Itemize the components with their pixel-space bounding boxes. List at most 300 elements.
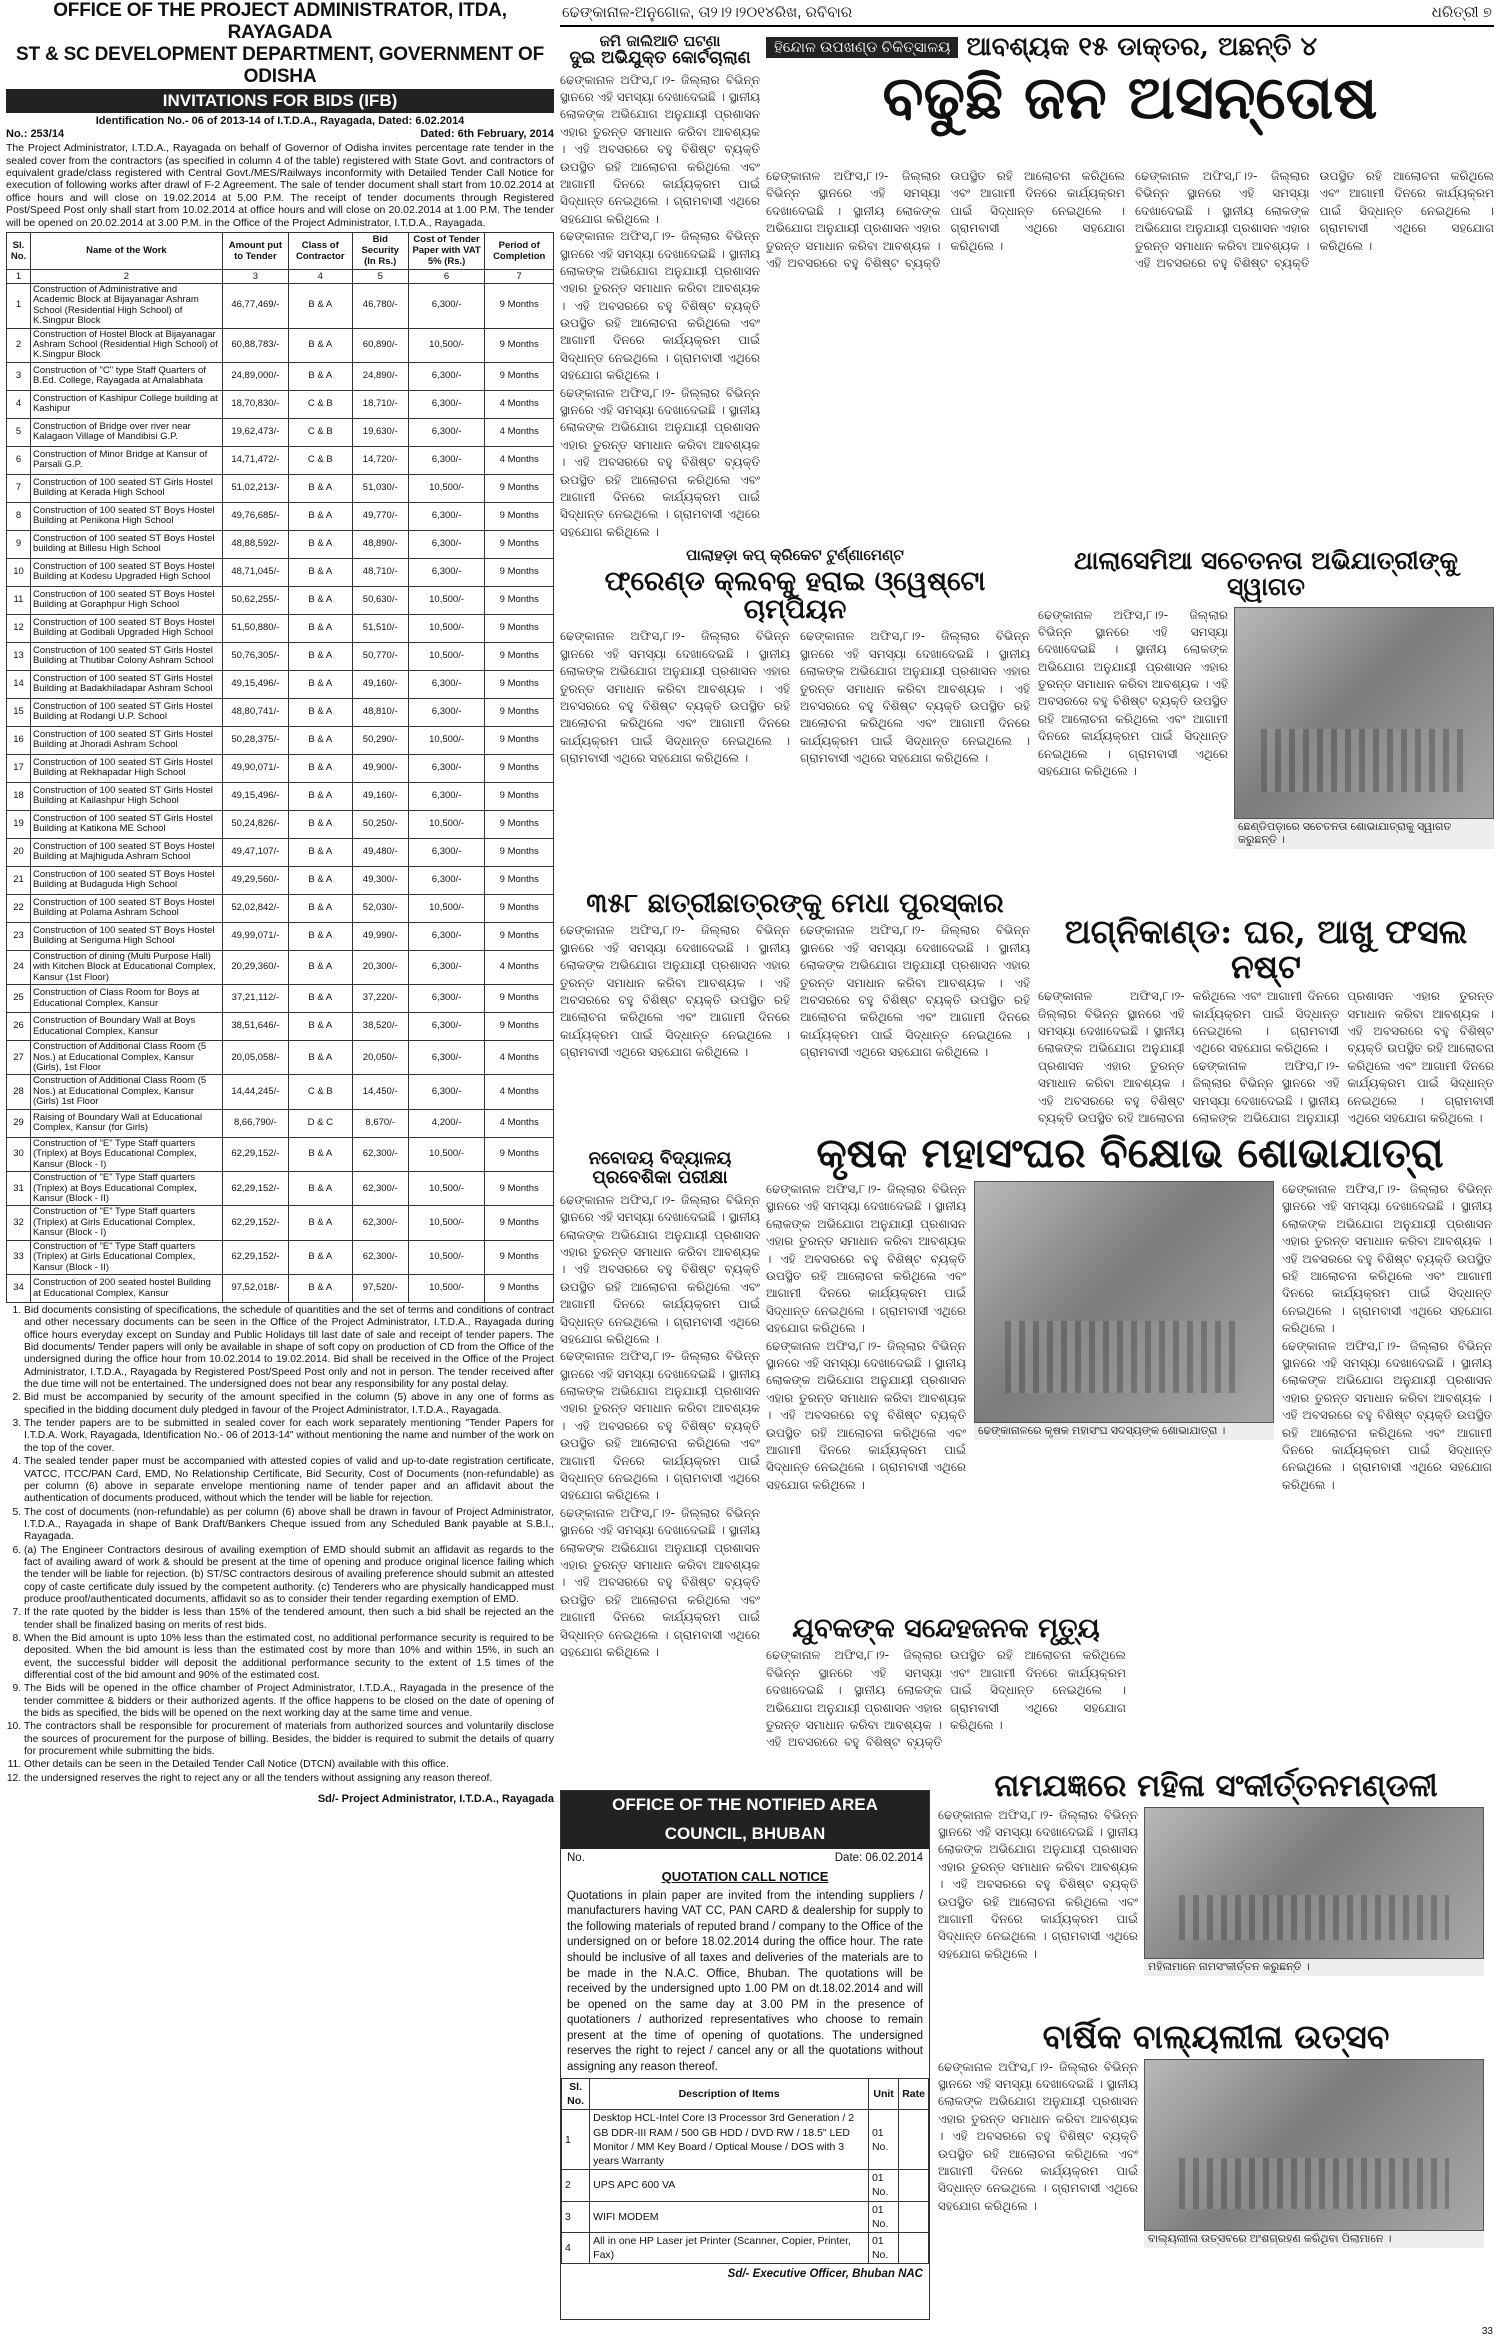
table-cell: 62,29,152/-	[222, 1240, 288, 1274]
table-cell: 9 Months	[485, 1172, 554, 1206]
kirtan-head: ନାମଯଜ୍ଞରେ ମହିଳା ସଂକୀର୍ତ୍ତନମଣ୍ଡଳୀ	[994, 1768, 1438, 1804]
table-cell: 6,300/-	[408, 362, 485, 390]
note-item: 10. The contractors shall be responsible for procurement of materials from authorized sources and voluntarily disclose the sources of procurement for the purpose of billing. Besides, the bidder is required to submit the details of quarry for procurement while submitting the bids.	[24, 1721, 554, 1758]
table-cell: 25	[7, 985, 31, 1013]
story-body-cont2: ଢେଙ୍କାନାଳ ଅଫିସ,୮।୨- ଜିଲ୍ଲାର ବିଭିନ୍ନ ସ୍ଥାନରେ ଏହି ସମସ୍ୟା ଦେଖାଦେଇଛି । ସ୍ଥାନୀୟ ଲୋକଙ୍କ ଅଭିଯୋଗ ଅନୁଯାୟୀ ପ୍ରଶାସନ ଏହାର ତୁରନ୍ତ ସମାଧାନ କରିବା ଆବଶ୍ୟକ । ଏହି ଅବସରରେ ବହୁ ବିଶିଷ୍ଟ ବ୍ୟକ୍ତି ଉପସ୍ଥିତ ରହି ଆଲୋଚନା କରିଥିଲେ ଏବଂ ଆଗାମୀ ଦିନରେ କାର୍ଯ୍ୟକ୍ରମ ପାଇଁ ସିଦ୍ଧାନ୍ତ ନେଇଥିଲେ । ଗ୍ରାମବାସୀ ଏଥିରେ ସହଯୋଗ କରିଥିଲେ ।	[560, 385, 760, 539]
table-cell: B & A	[288, 362, 352, 390]
column-number-cell: 5	[352, 269, 408, 283]
story-head: ଦୁଇ ଅଭିଯୁକ୍ତ କୋର୍ଟଚାଲାଣ	[569, 47, 751, 68]
table-row	[7, 614, 554, 642]
table-cell: 49,300/-	[352, 866, 408, 894]
table-cell: B & A	[288, 922, 352, 950]
table-cell: 62,300/-	[352, 1240, 408, 1274]
story-head-small: ଜମି ଜାଲିଆତି ଘଟଣା	[599, 32, 721, 50]
table-row	[7, 1137, 554, 1171]
table-cell: Construction of "E" Type Staff quarters (Triplex) at Girls Educational Complex, Kansur (Block - II)	[30, 1240, 222, 1274]
table-cell: 9 Months	[485, 894, 554, 922]
table-cell: Construction of 100 seated ST Boys Hostel Building at Godibali Upgraded High School	[30, 614, 222, 642]
table-cell: 6,300/-	[408, 866, 485, 894]
youth-head: ଯୁବକଙ୍କ ସନ୍ଦେହଜନକ ମୃତ୍ୟୁ	[792, 1613, 1100, 1644]
table-cell: 6,300/-	[408, 530, 485, 558]
nac-quotation-notice	[560, 1790, 930, 2320]
table-cell: 6,300/-	[408, 502, 485, 530]
note-item: 6. (a) The Engineer Contractors desirous of availing exemption of EMD should submit an affidavit as regards to the fact of availing award of work & should be present at the time of opening and produce original licence failing which the tender will be liable for rejection. (b) ST/SC contractors desirous of availing preference should submit an attested copy of caste certificate duly issued by the competent authority. (c) Tenderers who are physically handicapped must produce proof/authenticated documents, affidavit so as to consider their tender regarding exemption of EMD.	[24, 1545, 554, 1607]
table-cell: 18,70,830/-	[222, 390, 288, 418]
nac-header-cell: Rate	[899, 2079, 929, 2110]
note-item: 5. The cost of documents (non-refundable) as per column (6) above shall be drawn in favour of Project Administrator, I.T.D.A., Rayagada in shape of Bank Draft/Bankers Cheque issued from any Scheduled Bank payable at S.B.I., Rayagada.	[24, 1507, 554, 1544]
table-cell: 62,300/-	[352, 1172, 408, 1206]
table-cell: 18	[7, 782, 31, 810]
table-cell: 9 Months	[485, 985, 554, 1013]
table-cell: 23	[7, 922, 31, 950]
table-header-cell: Amount put to Tender	[222, 232, 288, 269]
table-row	[7, 1109, 554, 1137]
table-header-cell: Name of the Work	[30, 232, 222, 269]
table-cell: 6,300/-	[408, 985, 485, 1013]
navodaya-head-2: ପ୍ରବେଶିକା ପରୀକ୍ଷା	[592, 1166, 728, 1188]
notes-list	[6, 1305, 554, 1785]
header-dateline: ଢେଙ୍କାନାଳ-ଅନୁଗୋଳ, ତା୨।୨।୨୦୧୪ରିଖ, ରବିବାର	[562, 4, 853, 21]
table-row	[7, 328, 554, 362]
story-body-cont: ଢେଙ୍କାନାଳ ଅଫିସ,୮।୨- ଜିଲ୍ଲାର ବିଭିନ୍ନ ସ୍ଥାନରେ ଏହି ସମସ୍ୟା ଦେଖାଦେଇଛି । ସ୍ଥାନୀୟ ଲୋକଙ୍କ ଅଭିଯୋଗ ଅନୁଯାୟୀ ପ୍ରଶାସନ ଏହାର ତୁରନ୍ତ ସମାଧାନ କରିବା ଆବଶ୍ୟକ । ଏହି ଅବସରରେ ବହୁ ବିଶିଷ୍ଟ ବ୍ୟକ୍ତି ଉପସ୍ଥିତ ରହି ଆଲୋଚନା କରିଥିଲେ ଏବଂ ଆଗାମୀ ଦିନରେ କାର୍ଯ୍ୟକ୍ରମ ପାଇଁ ସିଦ୍ଧାନ୍ତ ନେଇଥିଲେ । ଗ୍ରାମବାସୀ ଏଥିରେ ସହଯୋଗ କରିଥିଲେ ।	[560, 229, 760, 383]
table-cell: Construction of Kashipur College building at Kashipur	[30, 390, 222, 418]
thal-photo-wrap	[1234, 607, 1494, 849]
table-cell: 12	[7, 614, 31, 642]
table-cell: 10,500/-	[408, 586, 485, 614]
table-cell: 22	[7, 894, 31, 922]
table-row	[7, 1041, 554, 1075]
table-cell: 49,160/-	[352, 782, 408, 810]
table-row	[7, 838, 554, 866]
column-number-cell: 3	[222, 269, 288, 283]
table-cell: B & A	[288, 283, 352, 328]
table-cell: 6,300/-	[408, 558, 485, 586]
nac-item-cell: 01 No.	[868, 2170, 898, 2201]
table-cell: 10,500/-	[408, 328, 485, 362]
table-header-cell: Bid Security (In Rs.)	[352, 232, 408, 269]
table-cell: 4 Months	[485, 1075, 554, 1109]
table-cell: B & A	[288, 726, 352, 754]
table-cell: 49,15,496/-	[222, 670, 288, 698]
table-cell: 9 Months	[485, 866, 554, 894]
table-row	[7, 1075, 554, 1109]
cricket-body: ଢେଙ୍କାନାଳ ଅଫିସ,୮।୨- ଜିଲ୍ଲାର ବିଭିନ୍ନ ସ୍ଥାନରେ ଏହି ସମସ୍ୟା ଦେଖାଦେଇଛି । ସ୍ଥାନୀୟ ଲୋକଙ୍କ ଅଭିଯୋଗ ଅନୁଯାୟୀ ପ୍ରଶାସନ ଏହାର ତୁରନ୍ତ ସମାଧାନ କରିବା ଆବଶ୍ୟକ । ଏହି ଅବସରରେ ବହୁ ବିଶିଷ୍ଟ ବ୍ୟକ୍ତି ଉପସ୍ଥିତ ରହି ଆଲୋଚନା କରିଥିଲେ ଏବଂ ଆଗାମୀ ଦିନରେ କାର୍ଯ୍ୟକ୍ରମ ପାଇଁ ସିଦ୍ଧାନ୍ତ ନେଇଥିଲେ । ଗ୍ରାମବାସୀ ଏଥିରେ ସହଯୋଗ କରିଥିଲେ ।	[560, 629, 790, 766]
story-kirtan	[938, 1770, 1494, 2000]
table-cell: 8,66,790/-	[222, 1109, 288, 1137]
table-cell: 9 Months	[485, 1275, 554, 1303]
baal-photo	[1144, 2059, 1484, 2231]
nac-item-cell: All in one HP Laser jet Printer (Scanner, Copier, Printer, Fax)	[590, 2232, 869, 2263]
nac-header-cell: Unit	[868, 2079, 898, 2110]
tag-box: ହିନ୍ଦୋଳ ଉପଖଣ୍ଡ ଚିକିତ୍ସାଳୟ	[766, 37, 958, 58]
table-row	[7, 362, 554, 390]
table-cell: 97,52,018/-	[222, 1275, 288, 1303]
kirtan-photo	[1144, 1807, 1484, 1959]
table-cell: 38,520/-	[352, 1013, 408, 1041]
table-row	[7, 985, 554, 1013]
farmer-body-3: ଢେଙ୍କାନାଳ ଅଫିସ,୮।୨- ଜିଲ୍ଲାର ବିଭିନ୍ନ ସ୍ଥାନରେ ଏହି ସମସ୍ୟା ଦେଖାଦେଇଛି । ସ୍ଥାନୀୟ ଲୋକଙ୍କ ଅଭିଯୋଗ ଅନୁଯାୟୀ ପ୍ରଶାସନ ଏହାର ତୁରନ୍ତ ସମାଧାନ କରିବା ଆବଶ୍ୟକ । ଏହି ଅବସରରେ ବହୁ ବିଶିଷ୍ଟ ବ୍ୟକ୍ତି ଉପସ୍ଥିତ ରହି ଆଲୋଚନା କରିଥିଲେ ଏବଂ ଆଗାମୀ ଦିନରେ କାର୍ଯ୍ୟକ୍ରମ ପାଇଁ ସିଦ୍ଧାନ୍ତ ନେଇଥିଲେ । ଗ୍ରାମବାସୀ ଏଥିରେ ସହଯୋଗ କରିଥିଲେ ।	[1282, 1182, 1492, 1336]
story-thalassemia	[1038, 548, 1494, 908]
merit-body-2: ଢେଙ୍କାନାଳ ଅଫିସ,୮।୨- ଜିଲ୍ଲାର ବିଭିନ୍ନ ସ୍ଥାନରେ ଏହି ସମସ୍ୟା ଦେଖାଦେଇଛି । ସ୍ଥାନୀୟ ଲୋକଙ୍କ ଅଭିଯୋଗ ଅନୁଯାୟୀ ପ୍ରଶାସନ ଏହାର ତୁରନ୍ତ ସମାଧାନ କରିବା ଆବଶ୍ୟକ । ଏହି ଅବସରରେ ବହୁ ବିଶିଷ୍ଟ ବ୍ୟକ୍ତି ଉପସ୍ଥିତ ରହି ଆଲୋଚନା କରିଥିଲେ ଏବଂ ଆଗାମୀ ଦିନରେ କାର୍ଯ୍ୟକ୍ରମ ପାଇଁ ସିଦ୍ଧାନ୍ତ ନେଇଥିଲେ । ଗ୍ରାମବାସୀ ଏଥିରେ ସହଯୋଗ କରିଥିଲେ ।	[800, 923, 1030, 1060]
table-cell: 49,29,560/-	[222, 866, 288, 894]
nac-item-cell: 3	[562, 2201, 590, 2232]
table-cell: 52,030/-	[352, 894, 408, 922]
nac-item-cell: 4	[562, 2232, 590, 2263]
table-cell: 10,500/-	[408, 642, 485, 670]
table-row	[7, 950, 554, 984]
farmer-photo-wrap	[974, 1181, 1274, 1494]
table-row	[7, 418, 554, 446]
table-cell: 24	[7, 950, 31, 984]
nac-item-cell	[899, 2201, 929, 2232]
note-item: 4. The sealed tender paper must be accompanied with attested copies of valid and up-to-date registration certificate, VATCC, ITCC/PAN Card, EMD, No Relationship Certificate, Bid Security, Cost of Documents (non-refundable) as per column (6) above in separate envelope mentioning name of tender paper and an affidavit about the authentication of documents produced, without which the tender will be liable for rejection.	[24, 1456, 554, 1505]
navodaya-body-3: ଢେଙ୍କାନାଳ ଅଫିସ,୮।୨- ଜିଲ୍ଲାର ବିଭିନ୍ନ ସ୍ଥାନରେ ଏହି ସମସ୍ୟା ଦେଖାଦେଇଛି । ସ୍ଥାନୀୟ ଲୋକଙ୍କ ଅଭିଯୋଗ ଅନୁଯାୟୀ ପ୍ରଶାସନ ଏହାର ତୁରନ୍ତ ସମାଧାନ କରିବା ଆବଶ୍ୟକ । ଏହି ଅବସରରେ ବହୁ ବିଶିଷ୍ଟ ବ୍ୟକ୍ତି ଉପସ୍ଥିତ ରହି ଆଲୋଚନା କରିଥିଲେ ଏବଂ ଆଗାମୀ ଦିନରେ କାର୍ଯ୍ୟକ୍ରମ ପାଇଁ ସିଦ୍ଧାନ୍ତ ନେଇଥିଲେ । ଗ୍ରାମବାସୀ ଏଥିରେ ସହଯୋଗ କରିଥିଲେ ।	[560, 1505, 760, 1659]
table-row	[7, 1206, 554, 1240]
table-cell: 17	[7, 754, 31, 782]
note-item: 2. Bid must be accompanied by security of the amount specified in the column (5) above in any one of forms as specified in the bidding document duly pledged in favour of the Project Administrator, I.T.D.A., Rayagada.	[24, 1392, 554, 1417]
table-cell: 9 Months	[485, 922, 554, 950]
table-cell: 4 Months	[485, 390, 554, 418]
table-cell: Construction of 100 seated ST Girls Hostel Building at Jhoradi Ashram School	[30, 726, 222, 754]
notice-number: No.: 253/14	[6, 128, 65, 141]
table-cell: 4 Months	[485, 418, 554, 446]
note-item: 9. The Bids will be opened in the office chamber of Project Administrator, I.T.D.A., Rayagada in the presence of the tender committee & bidders or their authorized agents. If the office happens to be closed on the date of opening of the bids as specified, the bids will be opened on the next working day at the same time and venue.	[24, 1683, 554, 1720]
nac-item-cell: 01 No.	[868, 2201, 898, 2232]
table-cell: 9 Months	[485, 558, 554, 586]
table-cell: 9 Months	[485, 474, 554, 502]
table-header-cell: Cost of Tender Paper with VAT 5% (Rs.)	[408, 232, 485, 269]
table-cell: Construction of Minor Bridge at Kansur of Parsali G.P.	[30, 446, 222, 474]
table-cell: 60,890/-	[352, 328, 408, 362]
table-cell: Construction of 100 seated ST Girls Hostel Building at Thutibar Colony Ashram School	[30, 642, 222, 670]
column-number-cell: 4	[288, 269, 352, 283]
table-cell: B & A	[288, 698, 352, 726]
nac-item-cell: 2	[562, 2170, 590, 2201]
table-cell: 14,71,472/-	[222, 446, 288, 474]
table-cell: 10	[7, 558, 31, 586]
table-cell: 10,500/-	[408, 614, 485, 642]
table-cell: 52,02,842/-	[222, 894, 288, 922]
table-cell: Raising of Boundary Wall at Educational Complex, Kansur (for Girls)	[30, 1109, 222, 1137]
table-cell: 62,29,152/-	[222, 1206, 288, 1240]
table-cell: 20	[7, 838, 31, 866]
table-cell: B & A	[288, 754, 352, 782]
farmer-caption: ଢେଙ୍କାନାଳରେ କୃଷକ ମହାସଂଘ ସଦସ୍ୟଙ୍କ ଶୋଭାଯାତ୍ରା ।	[974, 1423, 1274, 1440]
table-cell: 49,770/-	[352, 502, 408, 530]
nac-signature: Sd/- Executive Officer, Bhuban NAC	[727, 2268, 923, 2281]
fire-body-2: ଢେଙ୍କାନାଳ ଅଫିସ,୮।୨- ଜିଲ୍ଲାର ବିଭିନ୍ନ ସ୍ଥାନରେ ଏହି ସମସ୍ୟା ଦେଖାଦେଇଛି । ସ୍ଥାନୀୟ ଲୋକଙ୍କ ଅଭିଯୋଗ ଅନୁଯାୟୀ ପ୍ରଶାସନ ଏହାର ତୁରନ୍ତ ସମାଧାନ କରିବା ଆବଶ୍ୟକ । ଏହି ଅବସରରେ ବହୁ ବିଶିଷ୍ଟ ବ୍ୟକ୍ତି ଉପସ୍ଥିତ ରହି ଆଲୋଚନା କରିଥିଲେ ଏବଂ ଆଗାମୀ ଦିନରେ କାର୍ଯ୍ୟକ୍ରମ ପାଇଁ ସିଦ୍ଧାନ୍ତ ନେଇଥିଲେ । ଗ୍ରାମବାସୀ ଏଥିରେ ସହଯୋଗ କରିଥିଲେ ।	[1192, 989, 1494, 1126]
farmer-photo	[974, 1181, 1274, 1423]
farmer-text-2	[1282, 1181, 1492, 1494]
table-cell: 48,890/-	[352, 530, 408, 558]
column-number-cell: 6	[408, 269, 485, 283]
table-cell: 60,88,783/-	[222, 328, 288, 362]
note-item: 12. the undersigned reserves the right to reject any or all the tenders without assigning any reason thereof.	[24, 1773, 554, 1785]
table-cell: 6,300/-	[408, 390, 485, 418]
column-number-cell: 2	[30, 269, 222, 283]
table-cell: Construction of 100 seated ST Girls Hostel Building at Rekhapadar High School	[30, 754, 222, 782]
table-cell: 49,90,071/-	[222, 754, 288, 782]
fire-body: ଢେଙ୍କାନାଳ ଅଫିସ,୮।୨- ଜିଲ୍ଲାର ବିଭିନ୍ନ ସ୍ଥାନରେ ଏହି ସମସ୍ୟା ଦେଖାଦେଇଛି । ସ୍ଥାନୀୟ ଲୋକଙ୍କ ଅଭିଯୋଗ ଅନୁଯାୟୀ ପ୍ରଶାସନ ଏହାର ତୁରନ୍ତ ସମାଧାନ କରିବା ଆବଶ୍ୟକ । ଏହି ଅବସରରେ ବହୁ ବିଶିଷ୍ଟ ବ୍ୟକ୍ତି ଉପସ୍ଥିତ ରହି ଆଲୋଚନା କରିଥିଲେ ଏବଂ ଆଗାମୀ ଦିନରେ କାର୍ଯ୍ୟକ୍ରମ ପାଇଁ ସିଦ୍ଧାନ୍ତ ନେଇଥିଲେ । ଗ୍ରାମବାସୀ ଏଥିରେ ସହଯୋଗ କରିଥିଲେ ।	[1038, 989, 1340, 1126]
table-cell: 37,21,112/-	[222, 985, 288, 1013]
youth-body: ଢେଙ୍କାନାଳ ଅଫିସ,୮।୨- ଜିଲ୍ଲାର ବିଭିନ୍ନ ସ୍ଥାନରେ ଏହି ସମସ୍ୟା ଦେଖାଦେଇଛି । ସ୍ଥାନୀୟ ଲୋକଙ୍କ ଅଭିଯୋଗ ଅନୁଯାୟୀ ପ୍ରଶାସନ ଏହାର ତୁରନ୍ତ ସମାଧାନ କରିବା ଆବଶ୍ୟକ । ଏହି ଅବସରରେ ବହୁ ବିଶିଷ୍ଟ ବ୍ୟକ୍ତି ଉପସ୍ଥିତ ରହି ଆଲୋଚନା କରିଥିଲେ ଏବଂ ଆଗାମୀ ଦିନରେ କାର୍ଯ୍ୟକ୍ରମ ପାଇଁ ସିଦ୍ଧାନ୍ତ ନେଇଥିଲେ । ଗ୍ରାମବାସୀ ଏଥିରେ ସହଯୋଗ କରିଥିଲେ ।	[766, 1648, 1126, 1750]
table-header-row	[7, 232, 554, 269]
table-cell: Construction of Bridge over river near Kalagaon Village of Mandibisi G.P.	[30, 418, 222, 446]
table-cell: 9 Months	[485, 614, 554, 642]
table-row	[7, 698, 554, 726]
table-cell: 6,300/-	[408, 922, 485, 950]
table-cell: 3	[7, 362, 31, 390]
table-cell: 4 Months	[485, 446, 554, 474]
note-item: 3. The tender papers are to be submitted in sealed cover for each work separately mentioning "Tender Papers for I.T.D.A. Work, Rayagada, Identification No.- 06 of 2013-14" without mentioning the name and number of the work on the top of the cover.	[24, 1418, 554, 1455]
table-cell: 6,300/-	[408, 1075, 485, 1109]
cricket-body-2: ଢେଙ୍କାନାଳ ଅଫିସ,୮।୨- ଜିଲ୍ଲାର ବିଭିନ୍ନ ସ୍ଥାନରେ ଏହି ସମସ୍ୟା ଦେଖାଦେଇଛି । ସ୍ଥାନୀୟ ଲୋକଙ୍କ ଅଭିଯୋଗ ଅନୁଯାୟୀ ପ୍ରଶାସନ ଏହାର ତୁରନ୍ତ ସମାଧାନ କରିବା ଆବଶ୍ୟକ । ଏହି ଅବସରରେ ବହୁ ବିଶିଷ୍ଟ ବ୍ୟକ୍ତି ଉପସ୍ଥିତ ରହି ଆଲୋଚନା କରିଥିଲେ ଏବଂ ଆଗାମୀ ଦିନରେ କାର୍ଯ୍ୟକ୍ରମ ପାଇଁ ସିଦ୍ଧାନ୍ତ ନେଇଥିଲେ । ଗ୍ରାମବାସୀ ଏଥିରେ ସହଯୋଗ କରିଥିଲେ ।	[800, 629, 1030, 766]
page-number: 33	[1481, 2326, 1493, 2337]
table-cell: 6,300/-	[408, 698, 485, 726]
table-cell: 62,300/-	[352, 1137, 408, 1171]
story-hospital-header	[766, 34, 1494, 162]
main-headline: ବଢୁଛି ଜନ ଅସନ୍ତୋଷ	[882, 63, 1378, 134]
table-cell: 50,250/-	[352, 810, 408, 838]
table-cell: 14	[7, 670, 31, 698]
table-cell: 6,300/-	[408, 1013, 485, 1041]
table-cell: 9 Months	[485, 726, 554, 754]
table-cell: 49,160/-	[352, 670, 408, 698]
table-cell: 4 Months	[485, 950, 554, 984]
table-cell: 9 Months	[485, 782, 554, 810]
baal-head: ବାର୍ଷିକ ବାଲ୍ୟଲୀଳା ଉତ୍ସବ	[1042, 2017, 1390, 2056]
table-cell: Construction of "E" Type Staff quarters (Triplex) at Boys Educational Complex, Kansur (Block - II)	[30, 1172, 222, 1206]
table-cell: 18,710/-	[352, 390, 408, 418]
table-cell: B & A	[288, 586, 352, 614]
nac-item-cell: WIFI MODEM	[590, 2201, 869, 2232]
cricket-head: ଫ୍ରେଣ୍ଡ କ୍ଲବକୁ ହରାଇ ଓ୍ୱେଷ୍ଟୋ ଚାମ୍ପିୟନ	[604, 565, 986, 626]
nac-header-cell: Description of Items	[590, 2079, 869, 2110]
nac-item-cell: 1	[562, 2110, 590, 2170]
farmer-text-1	[766, 1181, 966, 1494]
nac-item-row	[562, 2110, 929, 2170]
table-cell: 10,500/-	[408, 474, 485, 502]
table-cell: C & B	[288, 390, 352, 418]
table-cell: 34	[7, 1275, 31, 1303]
nac-item-cell: 01 No.	[868, 2110, 898, 2170]
table-cell: 49,900/-	[352, 754, 408, 782]
table-cell: B & A	[288, 894, 352, 922]
table-cell: 6,300/-	[408, 670, 485, 698]
notice-date: Dated: 6th February, 2014	[420, 128, 554, 141]
table-cell: 9 Months	[485, 502, 554, 530]
table-cell: 14,720/-	[352, 446, 408, 474]
table-cell: 9 Months	[485, 642, 554, 670]
kirtan-row	[938, 1807, 1494, 1976]
table-header-cell: Sl. No.	[7, 232, 31, 269]
table-cell: B & A	[288, 1137, 352, 1171]
table-cell: Construction of Additional Class Room (5 Nos.) at Educational Complex, Kansur (Girls), 1st Floor	[30, 1041, 222, 1075]
table-cell: 49,480/-	[352, 838, 408, 866]
table-cell: B & A	[288, 1275, 352, 1303]
table-cell: 9 Months	[485, 328, 554, 362]
table-cell: 9 Months	[485, 698, 554, 726]
story-cricket	[560, 548, 1030, 888]
table-cell: 4	[7, 390, 31, 418]
story-body: ଢେଙ୍କାନାଳ ଅଫିସ,୮।୨- ଜିଲ୍ଲାର ବିଭିନ୍ନ ସ୍ଥାନରେ ଏହି ସମସ୍ୟା ଦେଖାଦେଇଛି । ସ୍ଥାନୀୟ ଲୋକଙ୍କ ଅଭିଯୋଗ ଅନୁଯାୟୀ ପ୍ରଶାସନ ଏହାର ତୁରନ୍ତ ସମାଧାନ କରିବା ଆବଶ୍ୟକ । ଏହି ଅବସରରେ ବହୁ ବିଶିଷ୍ଟ ବ୍ୟକ୍ତି ଉପସ୍ଥିତ ରହି ଆଲୋଚନା କରିଥିଲେ ଏବଂ ଆଗାମୀ ଦିନରେ କାର୍ଯ୍ୟକ୍ରମ ପାଇଁ ସିଦ୍ଧାନ୍ତ ନେଇଥିଲେ । ଗ୍ରାମବାସୀ ଏଥିରେ ସହଯୋଗ କରିଥିଲେ ।	[560, 72, 760, 226]
table-cell: 15	[7, 698, 31, 726]
cricket-sub: ପାଲାହଡ଼ା କପ୍ କ୍ରିକେଟ ଟୁର୍ଣ୍ଣାମେଣ୍ଟ	[686, 546, 904, 564]
table-cell: 46,780/-	[352, 283, 408, 328]
table-cell: 62,29,152/-	[222, 1137, 288, 1171]
nac-table-header	[562, 2079, 929, 2110]
table-cell: 7	[7, 474, 31, 502]
table-cell: 13	[7, 642, 31, 670]
nac-item-row	[562, 2232, 929, 2263]
table-cell: 4 Months	[485, 1041, 554, 1075]
table-row	[7, 894, 554, 922]
table-cell: B & A	[288, 502, 352, 530]
nac-items-table	[561, 2078, 929, 2264]
table-cell: 8	[7, 502, 31, 530]
table-cell: Construction of 100 seated ST Boys Hostel Building at Seriguma High School	[30, 922, 222, 950]
nac-title-1: OFFICE OF THE NOTIFIED AREA	[561, 1791, 929, 1820]
column-number-cell: 7	[485, 269, 554, 283]
table-cell: Construction of 100 seated ST Girls Hostel Building at Katikona ME School	[30, 810, 222, 838]
story-baal-leela	[938, 2017, 1494, 2320]
table-cell: 6,300/-	[408, 1041, 485, 1075]
table-cell: B & A	[288, 950, 352, 984]
table-cell: Construction of Hostel Block at Bijayanagar Ashram School (Residential High School) of K.Singpur Block	[30, 328, 222, 362]
table-cell: 6,300/-	[408, 838, 485, 866]
table-cell: 51,50,880/-	[222, 614, 288, 642]
table-cell: 9 Months	[485, 1240, 554, 1274]
table-cell: 10,500/-	[408, 810, 485, 838]
table-cell: 6,300/-	[408, 418, 485, 446]
table-cell: 50,770/-	[352, 642, 408, 670]
table-row	[7, 502, 554, 530]
table-cell: 26	[7, 1013, 31, 1041]
merit-cols	[560, 922, 1030, 1061]
baal-row	[938, 2059, 1494, 2248]
story-hospital-body	[766, 168, 1494, 300]
table-row	[7, 390, 554, 418]
table-cell: 31	[7, 1172, 31, 1206]
kirtan-photo-wrap	[1144, 1807, 1484, 1976]
farmer-body-4: ଢେଙ୍କାନାଳ ଅଫିସ,୮।୨- ଜିଲ୍ଲାର ବିଭିନ୍ନ ସ୍ଥାନରେ ଏହି ସମସ୍ୟା ଦେଖାଦେଇଛି । ସ୍ଥାନୀୟ ଲୋକଙ୍କ ଅଭିଯୋଗ ଅନୁଯାୟୀ ପ୍ରଶାସନ ଏହାର ତୁରନ୍ତ ସମାଧାନ କରିବା ଆବଶ୍ୟକ । ଏହି ଅବସରରେ ବହୁ ବିଶିଷ୍ଟ ବ୍ୟକ୍ତି ଉପସ୍ଥିତ ରହି ଆଲୋଚନା କରିଥିଲେ ଏବଂ ଆଗାମୀ ଦିନରେ କାର୍ଯ୍ୟକ୍ରମ ପାଇଁ ସିଦ୍ଧାନ୍ତ ନେଇଥିଲେ । ଗ୍ରାମବାସୀ ଏଥିରେ ସହଯୋଗ କରିଥିଲେ ।	[1282, 1338, 1492, 1492]
table-cell: Construction of 100 seated ST Boys Hostel building at Billesu High School	[30, 530, 222, 558]
note-item: 8. When the Bid amount is upto 10% less than the estimated cost, no additional performance security is required to be deposited. When the bid amount is less than the estimated cost by more than 10% and within 15%, in such an event, the successful bidder will deposit the additional performance security to the extent of 1.5 times of the differential cost of the bid amount and 90% of the estimated cost.	[24, 1633, 554, 1682]
tag-head: ଆବଶ୍ୟକ ୧୫ ଡାକ୍ତର, ଅଛନ୍ତି ୪	[966, 32, 1318, 62]
signature: Sd/- Project Administrator, I.T.D.A., Rayagada	[317, 1793, 554, 1806]
table-cell: B & A	[288, 614, 352, 642]
nac-item-cell	[899, 2110, 929, 2170]
table-cell: 19,630/-	[352, 418, 408, 446]
merit-body: ଢେଙ୍କାନାଳ ଅଫିସ,୮।୨- ଜିଲ୍ଲାର ବିଭିନ୍ନ ସ୍ଥାନରେ ଏହି ସମସ୍ୟା ଦେଖାଦେଇଛି । ସ୍ଥାନୀୟ ଲୋକଙ୍କ ଅଭିଯୋଗ ଅନୁଯାୟୀ ପ୍ରଶାସନ ଏହାର ତୁରନ୍ତ ସମାଧାନ କରିବା ଆବଶ୍ୟକ । ଏହି ଅବସରରେ ବହୁ ବିଶିଷ୍ଟ ବ୍ୟକ୍ତି ଉପସ୍ଥିତ ରହି ଆଲୋଚନା କରିଥିଲେ ଏବଂ ଆଗାମୀ ଦିନରେ କାର୍ଯ୍ୟକ୍ରମ ପାଇଁ ସିଦ୍ଧାନ୍ତ ନେଇଥିଲେ । ଗ୍ରାମବାସୀ ଏଥିରେ ସହଯୋଗ କରିଥିଲେ ।	[560, 923, 790, 1060]
table-cell: 24,89,000/-	[222, 362, 288, 390]
table-cell: Construction of "C" type Staff Quarters of B.Ed. College, Rayagada at Amalabhata	[30, 362, 222, 390]
table-cell: B & A	[288, 1240, 352, 1274]
table-cell: B & A	[288, 670, 352, 698]
table-cell: 21	[7, 866, 31, 894]
number-date-line	[6, 128, 554, 141]
table-cell: 24,890/-	[352, 362, 408, 390]
thal-photo	[1234, 607, 1494, 819]
table-cell: Construction of 100 seated ST Boys Hostel Building at Budaguda High School	[30, 866, 222, 894]
table-row	[7, 922, 554, 950]
table-cell: 9 Months	[485, 530, 554, 558]
table-cell: 5	[7, 418, 31, 446]
table-cell: 62,300/-	[352, 1206, 408, 1240]
table-cell: C & B	[288, 1075, 352, 1109]
table-cell: 11	[7, 586, 31, 614]
table-cell: 9 Months	[485, 838, 554, 866]
table-cell: 46,77,469/-	[222, 283, 288, 328]
baal-photo-wrap	[1144, 2059, 1484, 2248]
table-cell: 6,300/-	[408, 950, 485, 984]
table-cell: 9 Months	[485, 1137, 554, 1171]
table-cell: 6,300/-	[408, 446, 485, 474]
table-row	[7, 558, 554, 586]
table-cell: 51,510/-	[352, 614, 408, 642]
table-column-numbers	[7, 269, 554, 283]
nac-item-row	[562, 2201, 929, 2232]
nac-text: Quotations in plain paper are invited from the intending suppliers / manufacturers having VAT CC, PAN CARD & dealership for supply to the following materials of reputed brand / company to the Office of the undersigned on or before 18.02.2014 during the office hour. The rate should be inclusive of all taxes and deliveries of the materials are to be made in the N.A.C. Office, Bhuban. The quotations will be received by the undersigned upto 1.00 PM on dt.18.02.2014 and will be opened on the same day at 3.00 PM in the presence of quotationers / authorized representatives who choose to remain present at the time of opening of quotations. The undersigned reserves the right to reject / cancel any or all the quotations without assigning any reason thereof.	[567, 1889, 923, 2073]
table-cell: 6	[7, 446, 31, 474]
table-cell: 62,29,152/-	[222, 1172, 288, 1206]
hospital-body-2: ଢେଙ୍କାନାଳ ଅଫିସ,୮।୨- ଜିଲ୍ଲାର ବିଭିନ୍ନ ସ୍ଥାନରେ ଏହି ସମସ୍ୟା ଦେଖାଦେଇଛି । ସ୍ଥାନୀୟ ଲୋକଙ୍କ ଅଭିଯୋଗ ଅନୁଯାୟୀ ପ୍ରଶାସନ ଏହାର ତୁରନ୍ତ ସମାଧାନ କରିବା ଆବଶ୍ୟକ । ଏହି ଅବସରରେ ବହୁ ବିଶିଷ୍ଟ ବ୍ୟକ୍ତି ଉପସ୍ଥିତ ରହି ଆଲୋଚନା କରିଥିଲେ ଏବଂ ଆଗାମୀ ଦିନରେ କାର୍ଯ୍ୟକ୍ରମ ପାଇଁ ସିଦ୍ଧାନ୍ତ ନେଇଥିଲେ । ଗ୍ରାମବାସୀ ଏଥିରେ ସହଯୋଗ କରିଥିଲେ ।	[1135, 169, 1494, 270]
table-cell: B & A	[288, 810, 352, 838]
table-cell: 9 Months	[485, 1013, 554, 1041]
table-cell: 49,15,496/-	[222, 782, 288, 810]
table-cell: 6,300/-	[408, 754, 485, 782]
nac-item-cell	[899, 2232, 929, 2263]
table-cell: 10,500/-	[408, 1137, 485, 1171]
table-row	[7, 1275, 554, 1303]
table-cell: 49,76,685/-	[222, 502, 288, 530]
table-cell: 9 Months	[485, 283, 554, 328]
table-cell: Construction of Administrative and Academic Block at Bijayanagar Ashram School (Residential High School) of K.Singpur Block	[30, 283, 222, 328]
hospital-body: ଢେଙ୍କାନାଳ ଅଫିସ,୮।୨- ଜିଲ୍ଲାର ବିଭିନ୍ନ ସ୍ଥାନରେ ଏହି ସମସ୍ୟା ଦେଖାଦେଇଛି । ସ୍ଥାନୀୟ ଲୋକଙ୍କ ଅଭିଯୋଗ ଅନୁଯାୟୀ ପ୍ରଶାସନ ଏହାର ତୁରନ୍ତ ସମାଧାନ କରିବା ଆବଶ୍ୟକ । ଏହି ଅବସରରେ ବହୁ ବିଶିଷ୍ଟ ବ୍ୟକ୍ତି ଉପସ୍ଥିତ ରହି ଆଲୋଚନା କରିଥିଲେ ଏବଂ ଆଗାମୀ ଦିନରେ କାର୍ଯ୍ୟକ୍ରମ ପାଇଁ ସିଦ୍ଧାନ୍ତ ନେଇଥିଲେ । ଗ୍ରାମବାସୀ ଏଥିରେ ସହଯୋଗ କରିଥିଲେ ।	[766, 169, 1125, 270]
table-cell: 14,450/-	[352, 1075, 408, 1109]
table-cell: Construction of 100 seated ST Girls Hostel Building at Kailashpur High School	[30, 782, 222, 810]
table-cell: 51,02,213/-	[222, 474, 288, 502]
note-item: 1. Bid documents consisting of specifications, the schedule of quantities and the set of terms and conditions of contract and other necessary documents can be seen in the Office of the Project Administrator, I.T.D.A., Rayagada during office hours everyday except on Sunday and Public Holidays till last date of sale and receipt of tender papers. The Bid documents/ Tender papers will only be available in shape of soft copy on production of CD from the Office of the undersigned during the office hour from 10.02.2014 to 19.02.2014. Bid shall be received in the Office of the Project Administrator, I.T.D.A., Rayagada by Registered Post/Speed Post only and not in person. The tender received after the due time will not be entertained. The undersigned does not bear any responsibility for any postal delay.	[24, 1305, 554, 1391]
table-cell: Construction of 100 seated ST Boys Hostel Building at Majhiguda Ashram School	[30, 838, 222, 866]
baal-body: ଢେଙ୍କାନାଳ ଅଫିସ,୮।୨- ଜିଲ୍ଲାର ବିଭିନ୍ନ ସ୍ଥାନରେ ଏହି ସମସ୍ୟା ଦେଖାଦେଇଛି । ସ୍ଥାନୀୟ ଲୋକଙ୍କ ଅଭିଯୋଗ ଅନୁଯାୟୀ ପ୍ରଶାସନ ଏହାର ତୁରନ୍ତ ସମାଧାନ କରିବା ଆବଶ୍ୟକ । ଏହି ଅବସରରେ ବହୁ ବିଶିଷ୍ଟ ବ୍ୟକ୍ତି ଉପସ୍ଥିତ ରହି ଆଲୋଚନା କରିଥିଲେ ଏବଂ ଆଗାମୀ ଦିନରେ କାର୍ଯ୍ୟକ୍ରମ ପାଇଁ ସିଦ୍ଧାନ୍ତ ନେଇଥିଲେ । ଗ୍ରାମବାସୀ ଏଥିରେ ସହଯୋଗ କରିଥିଲେ ।	[938, 2059, 1138, 2213]
navodaya-head-1: ନବୋଦୟ ବିଦ୍ୟାଳୟ	[588, 1148, 732, 1169]
fire-cols	[1038, 988, 1494, 1127]
table-row	[7, 670, 554, 698]
table-cell: 29	[7, 1109, 31, 1137]
table-row	[7, 1013, 554, 1041]
table-cell: B & A	[288, 474, 352, 502]
table-cell: 14,44,245/-	[222, 1075, 288, 1109]
table-cell: Construction of 100 seated ST Boys Hostel Building at Kodesu Upgraded High School	[30, 558, 222, 586]
table-cell: Construction of "E" Type Staff quarters (Triplex) at Boys Educational Complex, Kansur (Block - I)	[30, 1137, 222, 1171]
table-row	[7, 586, 554, 614]
table-cell: 6,300/-	[408, 283, 485, 328]
story-youth	[766, 1615, 1126, 1785]
table-row	[7, 530, 554, 558]
table-row	[7, 810, 554, 838]
nac-header-cell: Sl. No.	[562, 2079, 590, 2110]
table-cell: 10,500/-	[408, 1172, 485, 1206]
table-cell: Construction of Class Room for Boys at Educational Complex, Kansur	[30, 985, 222, 1013]
table-cell: 33	[7, 1240, 31, 1274]
nac-item-row	[562, 2170, 929, 2201]
table-row	[7, 474, 554, 502]
table-cell: 51,030/-	[352, 474, 408, 502]
table-cell: C & B	[288, 418, 352, 446]
table-cell: B & A	[288, 782, 352, 810]
column-number-cell: 1	[7, 269, 31, 283]
